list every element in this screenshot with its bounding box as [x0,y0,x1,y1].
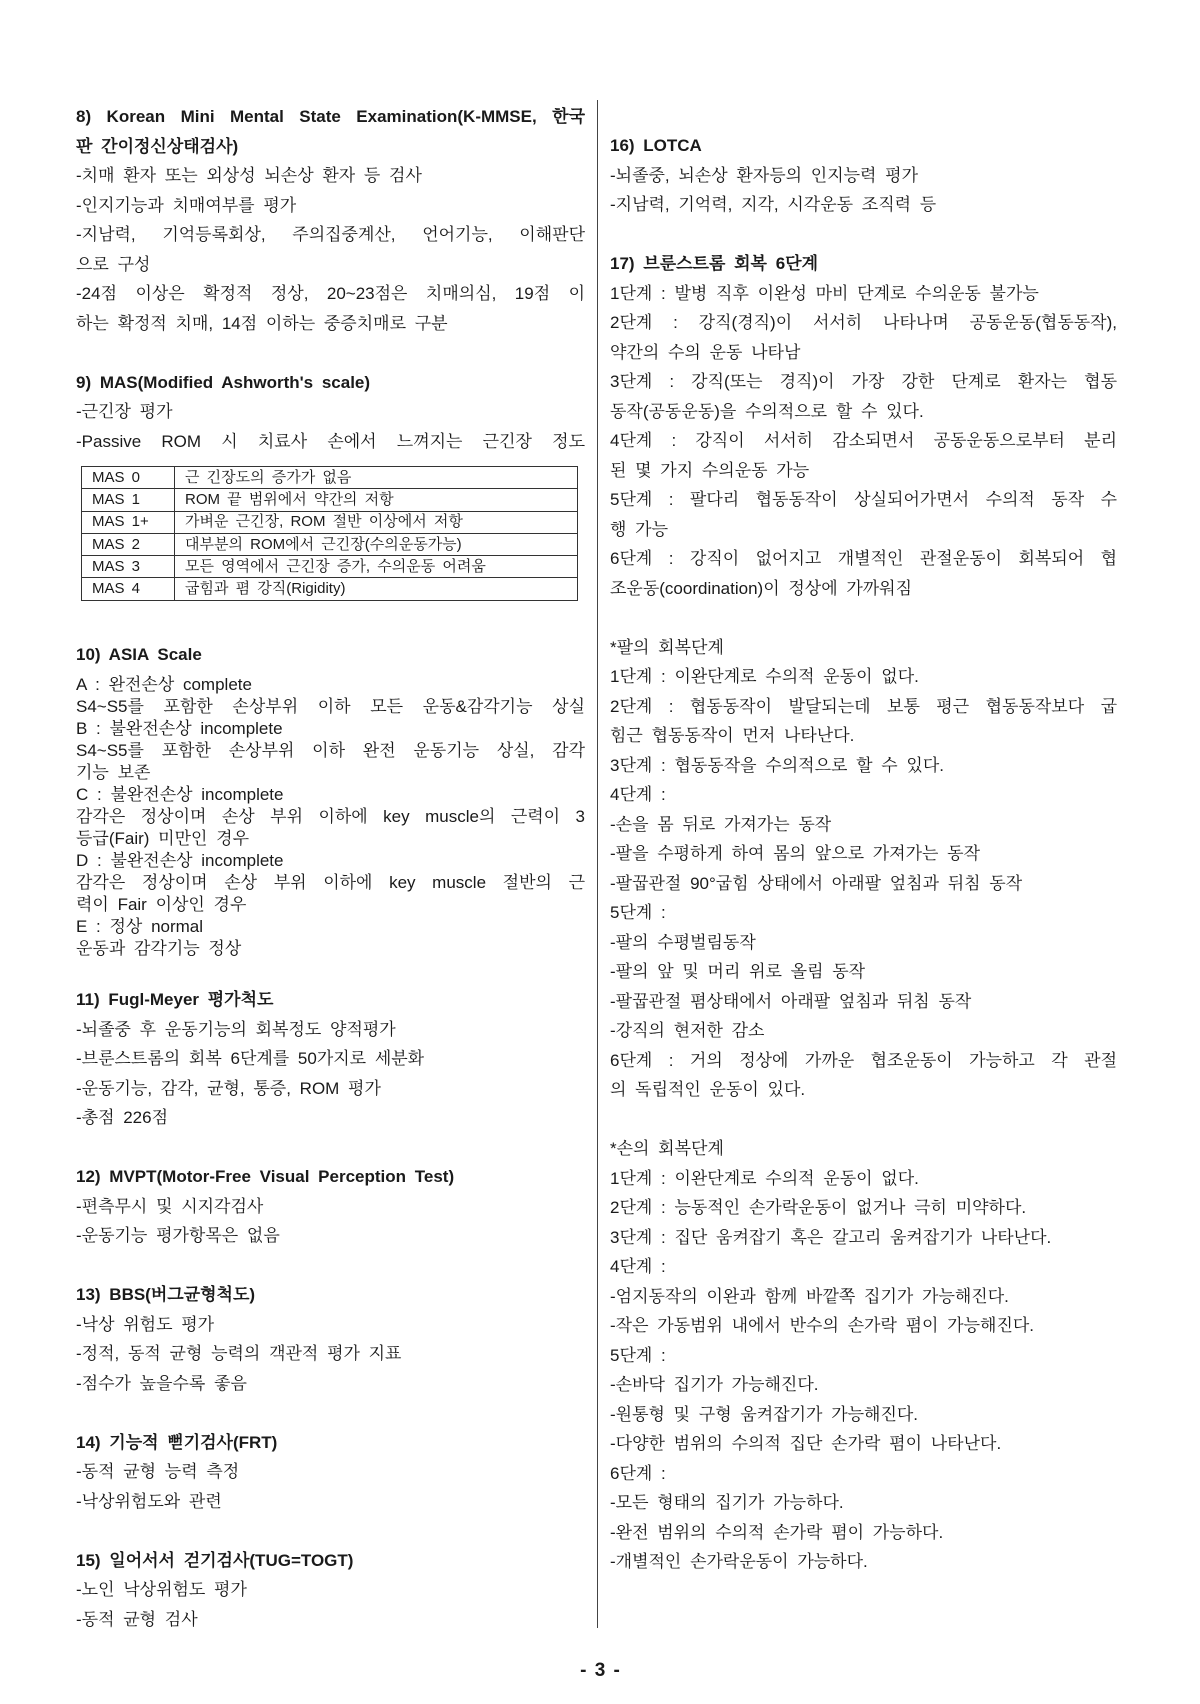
text-line: 2단계 : 협동동작이 발달되는데 보통 평근 협동동작보다 굽 [610,696,1117,716]
text-line: D : 불완전손상 incomplete [76,851,284,871]
section [610,633,1117,1105]
table-row [82,578,578,600]
text-line: -뇌졸중 후 운동기능의 회복정도 양적평가 [76,1019,396,1039]
section [76,1280,585,1398]
left-column [76,102,585,1664]
mas-grade-cell: MAS 1+ [82,511,175,533]
mas-grade-cell: MAS 1 [82,489,175,511]
section-heading: 9) MAS(Modified Ashworth's scale) [76,372,371,392]
text-line: -원통형 및 구형 움켜잡기가 가능해진다. [610,1404,919,1424]
text-line: -치매 환자 또는 외상성 뇌손상 환자 등 검사 [76,166,422,185]
text-line: 3단계 : 집단 움켜잡기 혹은 갈고리 움켜잡기가 나타난다. [610,1227,1052,1247]
section [76,368,585,601]
text-line: 4단계 : [610,1257,666,1276]
page-number: - 3 - [580,1660,620,1681]
text-line: 조운동(coordination)이 정상에 가까워짐 [610,578,913,598]
section-subheading: *손의 회복단계 [610,1139,724,1158]
text-line: -뇌졸중, 뇌손상 환자등의 인지능력 평가 [610,165,919,185]
mas-table [81,466,578,601]
text-line: -완전 범위의 수의적 손가락 폄이 가능하다. [610,1522,944,1542]
text-line: -운동기능 평가항목은 없음 [76,1226,280,1246]
section-heading: 14) 기능적 뻗기검사(FRT) [76,1432,278,1452]
text-line: 2단계 : 강직(경직)이 서서히 나타나며 공동운동(협동동작), [610,313,1117,332]
text-line: 2단계 : 능동적인 손가락운동이 없거나 극히 미약하다. [610,1198,1027,1217]
column-divider [597,100,598,1628]
text-line: -작은 가동범위 내에서 반수의 손가락 폄이 가능해진다. [610,1316,1035,1335]
text-line: -지남력, 기억력, 지각, 시각운동 조직력 등 [610,195,937,214]
mas-description-cell: 대부분의 ROM에서 근긴장(수의운동가능) [175,533,578,555]
text-line: -엄지동작의 이완과 함께 바깥쪽 집기가 가능해진다. [610,1286,1009,1306]
mas-grade-cell: MAS 2 [82,533,175,555]
mas-description-cell: 모든 영역에서 근긴장 증가, 수의운동 어려움 [175,556,578,578]
text-line: -팔꿉관절 90°굽힘 상태에서 아래팔 엎침과 뒤침 동작 [610,873,1023,893]
section [76,102,585,338]
text-line: -노인 낙상위험도 평가 [76,1580,247,1600]
mas-description-cell: ROM 끝 범위에서 약간의 저항 [175,489,578,511]
text-line: -팔을 수평하게 하여 몸의 앞으로 가져가는 동작 [610,844,981,863]
section-heading: 17) 브룬스트롬 회복 6단계 [610,254,818,273]
text-line: S4~S5를 포함한 손상부위 이하 모든 운동&감각기능 상실 [76,697,585,717]
text-line: -운동기능, 감각, 균형, 통증, ROM 평가 [76,1078,381,1098]
mas-grade-cell: MAS 0 [82,467,175,489]
section [610,131,1117,220]
section-heading: 12) MVPT(Motor-Free Visual Perception Test) [76,1167,455,1187]
section [76,1546,585,1635]
text-line: 감각은 정상이며 손상 부위 이하에 key muscle의 근력이 3 [76,807,585,827]
section-heading: 판 간이정신상태검사) [76,136,239,156]
text-line: 감각은 정상이며 손상 부위 이하에 key muscle 절반의 근 [76,873,585,893]
text-line: -편측무시 및 시지각검사 [76,1196,264,1216]
text-line: -동적 균형 검사 [76,1609,198,1629]
mas-description-cell: 가벼운 근긴장, ROM 절반 이상에서 저항 [175,511,578,533]
text-line: 5단계 : 팔다리 협동동작이 상실되어가면서 수의적 동작 수 [610,490,1117,509]
text-line: -낙상 위험도 평가 [76,1314,215,1334]
text-line: 5단계 : [610,1345,666,1365]
section-heading: 16) LOTCA [610,136,702,155]
section-subheading: *팔의 회복단계 [610,637,724,657]
text-line: 3단계 : 협동동작을 수의적으로 할 수 있다. [610,755,944,775]
section-heading: 10) ASIA Scale [76,644,202,664]
text-line: -개별적인 손가락운동이 가능하다. [610,1552,868,1571]
text-line: 으로 구성 [76,254,151,274]
text-line: 약간의 수의 운동 나타남 [610,342,801,362]
text-line: 4단계 : 강직이 서서히 감소되면서 공동운동으로부터 분리 [610,431,1117,450]
text-line: 6단계 : 거의 정상에 가까운 협조운동이 가능하고 각 관절 [610,1050,1117,1070]
text-line: 힘근 협동동작이 먼저 나타난다. [610,726,855,745]
mas-grade-cell: MAS 3 [82,556,175,578]
text-line: -지남력, 기억등록회상, 주의집중계산, 언어기능, 이해판단 [76,225,585,244]
text-line: -강직의 현저한 감소 [610,1021,765,1040]
text-line: C : 불완전손상 incomplete [76,785,284,805]
text-line: 운동과 감각기능 정상 [76,939,242,959]
text-line: 6단계 : [610,1463,666,1483]
text-line: -총점 226점 [76,1108,169,1128]
table-row [82,489,578,511]
table-row [82,533,578,555]
text-line: -인지기능과 치매여부를 평가 [76,195,297,215]
mas-grade-cell: MAS 4 [82,578,175,600]
right-column [610,131,1117,1606]
mas-description-cell: 굽힘과 폄 강직(Rigidity) [175,578,578,600]
text-line: -정적, 동적 균형 능력의 객관적 평가 지표 [76,1344,402,1364]
text-line: -팔의 앞 및 머리 위로 올림 동작 [610,962,866,981]
section-heading: 15) 일어서서 걷기검사(TUG=TOGT) [76,1550,354,1570]
text-line: -점수가 높을수록 좋음 [76,1373,247,1393]
text-line: 동작(공동운동)을 수의적으로 할 수 있다. [610,401,924,421]
text-line: 1단계 : 이완단계로 수의적 운동이 없다. [610,1168,919,1188]
text-line: 력이 Fair 이상인 경우 [76,895,247,915]
section [610,1134,1117,1577]
table-row [82,511,578,533]
section-heading: 8) Korean Mini Mental State Examination(K-MMSE, 한국 [76,107,585,126]
text-line: -손을 몸 뒤로 가져가는 동작 [610,814,832,834]
text-line: 1단계 : 이완단계로 수의적 운동이 없다. [610,667,919,686]
text-line: -손바닥 집기가 가능해진다. [610,1375,819,1394]
section [76,1162,585,1251]
text-line: -다양한 범위의 수의적 집단 손가락 폄이 나타난다. [610,1434,1002,1453]
text-line: 의 독립적인 운동이 있다. [610,1080,806,1099]
text-line: 3단계 : 강직(또는 경직)이 가장 강한 단계로 환자는 협동 [610,372,1117,391]
text-line: B : 불완전손상 incomplete [76,719,283,739]
section [76,985,585,1133]
text-line: 하는 확정적 치매, 14점 이하는 중증치매로 구분 [76,313,448,333]
text-line: 6단계 : 강직이 없어지고 개별적인 관절운동이 회복되어 협 [610,549,1117,568]
text-line: -모든 형태의 집기가 가능하다. [610,1493,844,1512]
text-line: -낙상위험도와 관련 [76,1491,222,1511]
text-line: 된 몇 가지 수의운동 가능 [610,460,810,480]
text-line: E : 정상 normal [76,917,204,937]
text-line: S4~S5를 포함한 손상부위 이하 완전 운동기능 상실, 감각 [76,741,585,761]
table-row [82,556,578,578]
section-heading: 11) Fugl-Meyer 평가척도 [76,990,274,1010]
text-line: A : 완전손상 complete [76,675,252,695]
text-line: 5단계 : [610,903,666,922]
text-line: -근긴장 평가 [76,402,173,421]
text-line: 1단계 : 발병 직후 이완성 마비 단계로 수의운동 불가능 [610,283,1039,303]
text-line: -브룬스트롬의 회복 6단계를 50가지로 세분화 [76,1049,425,1069]
mas-description-cell: 근 긴장도의 증가가 없음 [175,467,578,489]
section [76,1428,585,1517]
text-line: -팔꿉관절 폄상태에서 아래팔 엎침과 뒤침 동작 [610,991,972,1011]
section [610,249,1117,603]
text-line: -24점 이상은 확정적 정상, 20~23점은 치매의심, 19점 이 [76,284,585,303]
text-line: -팔의 수평벌림동작 [610,932,756,952]
text-line: -Passive ROM 시 치료사 손에서 느껴지는 근긴장 정도 [76,431,585,451]
section [76,640,585,961]
table-row [82,467,578,489]
section-heading: 13) BBS(버그균형척도) [76,1285,256,1305]
text-line: 행 가능 [610,519,668,539]
text-line: 기능 보존 [76,763,151,783]
text-line: 4단계 : [610,785,666,804]
text-line: 등급(Fair) 미만인 경우 [76,829,249,849]
text-line: -동적 균형 능력 측정 [76,1462,240,1482]
